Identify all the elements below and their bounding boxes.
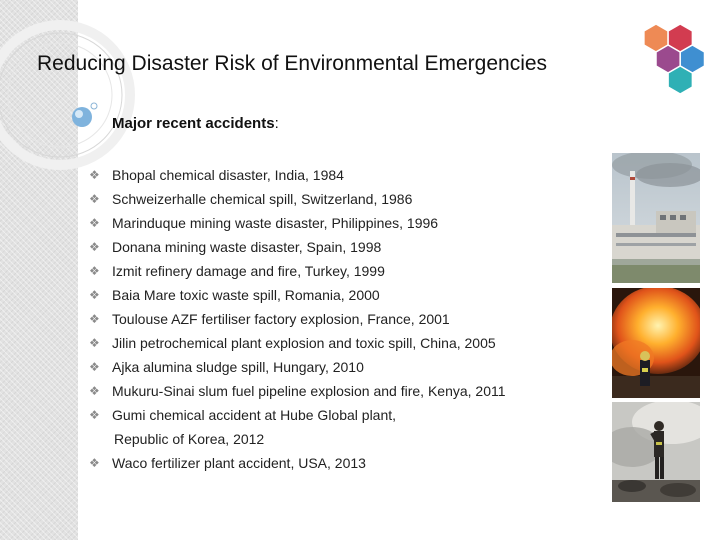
bullet-diamond-icon: ❖ <box>89 240 100 254</box>
list-item: ❖ Mukuru-Sinai slum fuel pipeline explosion and fire, Kenya, 2011 <box>89 379 599 403</box>
fire-explosion-photo <box>612 288 700 398</box>
bullet-diamond-icon: ❖ <box>89 384 100 398</box>
list-item: ❖ Ajka alumina sludge spill, Hungary, 2010 <box>89 355 599 379</box>
list-item: ❖ Waco fertilizer plant accident, USA, 2013 <box>89 451 599 475</box>
section-subheading <box>112 115 279 132</box>
list-item: ❖ Bhopal chemical disaster, India, 1984 <box>89 163 599 187</box>
bullet-diamond-icon: ❖ <box>89 216 100 230</box>
bullet-diamond-icon: ❖ <box>89 264 100 278</box>
bullet-diamond-icon: ❖ <box>89 288 100 302</box>
firefighter-smoke-photo <box>612 402 700 502</box>
bullet-diamond-icon: ❖ <box>89 456 100 470</box>
subheading-bold-text: Major recent accidents <box>112 115 275 132</box>
bullet-diamond-icon: ❖ <box>89 192 100 206</box>
list-item: ❖ Jilin petrochemical plant explosion and toxic spill, China, 2005 <box>89 331 599 355</box>
list-item-continuation: Republic of Korea, 2012 <box>114 431 265 447</box>
bullet-diamond-icon: ❖ <box>89 408 100 422</box>
list-item: ❖ Gumi chemical accident at Hube Global plant, <box>89 403 599 427</box>
list-item: ❖ Izmit refinery damage and fire, Turkey, 1999 <box>89 259 599 283</box>
smokestack-factory-photo <box>612 153 700 283</box>
bullet-diamond-icon: ❖ <box>89 168 100 182</box>
list-item: ❖ Schweizerhalle chemical spill, Switzerland, 1986 <box>89 187 599 211</box>
bullet-diamond-icon: ❖ <box>89 360 100 374</box>
subheading-colon: : <box>274 115 279 132</box>
list-item: ❖ Baia Mare toxic waste spill, Romania, 2000 <box>89 283 599 307</box>
hexagon-tile <box>668 66 692 94</box>
bullet-diamond-icon: ❖ <box>89 336 100 350</box>
list-item: ❖ Marinduque mining waste disaster, Philippines, 1996 <box>89 211 599 235</box>
list-item: ❖ Donana mining waste disaster, Spain, 1998 <box>89 235 599 259</box>
accident-list <box>89 163 599 475</box>
hexagon-logo-icon <box>636 20 720 112</box>
list-item: ❖ Toulouse AZF fertiliser factory explosion, France, 2001 <box>89 307 599 331</box>
bullet-diamond-icon: ❖ <box>89 312 100 326</box>
slide-title: Reducing Disaster Risk of Environmental Emergencies <box>37 52 548 75</box>
